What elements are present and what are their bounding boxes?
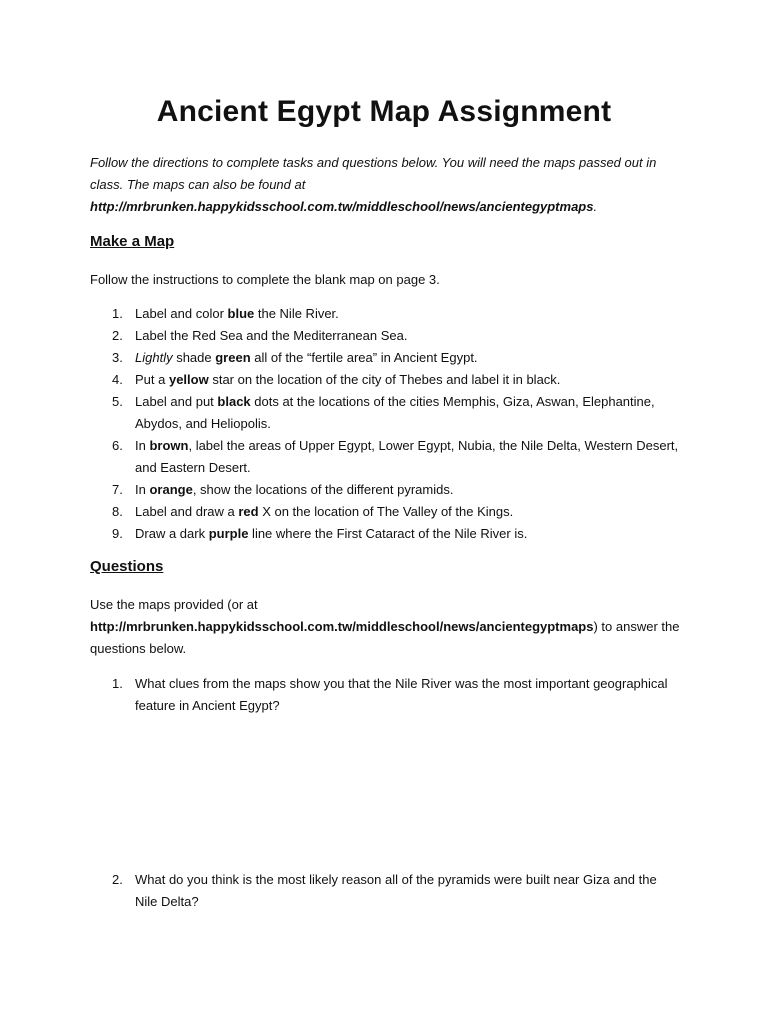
instruction-color-word: yellow bbox=[168, 372, 209, 387]
question-number: 2. bbox=[112, 872, 123, 887]
instruction-number: 7. bbox=[112, 482, 123, 497]
map-instruction-item bbox=[90, 369, 680, 391]
question-item bbox=[90, 673, 680, 717]
map-instruction-item bbox=[90, 479, 680, 501]
questions-intro bbox=[90, 594, 680, 660]
instruction-text: Label the Red Sea and the Mediterranean Sea. bbox=[135, 328, 408, 343]
instruction-color-word: orange bbox=[149, 482, 193, 497]
make-map-instruction: Follow the instructions to complete the blank map on page 3. bbox=[90, 272, 440, 287]
instruction-number: 2. bbox=[112, 328, 123, 343]
make-map-list bbox=[90, 303, 680, 545]
instruction-color-word: green bbox=[215, 350, 251, 365]
instruction-number: 8. bbox=[112, 504, 123, 519]
instruction-text: Label and color bbox=[135, 306, 228, 321]
instruction-number: 4. bbox=[112, 372, 123, 387]
instruction-number: 6. bbox=[112, 438, 123, 453]
instruction-text: Label and draw a bbox=[135, 504, 239, 519]
instruction-text: , label the areas of Upper Egypt, Lower Egypt, Nubia, the Nile Delta, Western Desert, and Eastern Desert. bbox=[135, 438, 679, 475]
map-instruction-item bbox=[90, 523, 680, 545]
instruction-text: line where the First Cataract of the Nile River is. bbox=[248, 526, 528, 541]
instruction-text: dots at the locations of the cities Memphis, Giza, Aswan, Elephantine, Abydos, and Heliopolis. bbox=[135, 394, 655, 431]
question-text: What do you think is the most likely reason all of the pyramids were built near Giza and the Nile Delta? bbox=[135, 872, 657, 909]
instruction-text: X on the location of The Valley of the Kings. bbox=[258, 504, 514, 519]
instruction-number: 3. bbox=[112, 350, 123, 365]
intro-end: . bbox=[593, 199, 598, 214]
map-instruction-item bbox=[90, 391, 680, 435]
instruction-text: , show the locations of the different pyramids. bbox=[192, 482, 454, 497]
intro-url: http://mrbrunken.happykidsschool.com.tw/middleschool/news/ancientegyptmaps bbox=[90, 199, 594, 214]
instruction-number: 9. bbox=[112, 526, 123, 541]
question-item bbox=[90, 869, 680, 913]
questions-intro-start: Use the maps provided (or at bbox=[90, 597, 258, 612]
question-number: 1. bbox=[112, 676, 123, 691]
map-instruction-item bbox=[90, 435, 680, 479]
page-title: Ancient Egypt Map Assignment bbox=[156, 95, 612, 128]
instruction-text: Put a bbox=[135, 372, 169, 387]
instruction-color-word: purple bbox=[208, 526, 249, 541]
map-instruction-item bbox=[90, 347, 680, 369]
map-instruction-item bbox=[90, 303, 680, 325]
instruction-color-word: black bbox=[217, 394, 251, 409]
instruction-text: shade bbox=[172, 350, 216, 365]
instruction-text: all of the “fertile area” in Ancient Egypt. bbox=[250, 350, 478, 365]
questions-intro-url: http://mrbrunken.happykidsschool.com.tw/middleschool/news/ancientegyptmaps bbox=[90, 619, 594, 634]
map-instruction-item bbox=[90, 325, 680, 347]
instruction-text: star on the location of the city of Thebes and label it in black. bbox=[208, 372, 561, 387]
instruction-number: 5. bbox=[112, 394, 123, 409]
instruction-color-word: brown bbox=[149, 438, 189, 453]
make-map-heading: Make a Map bbox=[90, 233, 175, 250]
questions-heading: Questions bbox=[90, 558, 164, 575]
intro-text: Follow the directions to complete tasks and questions below. You will need the maps passed out in class. The maps can also be found at bbox=[90, 155, 657, 192]
question-text: What clues from the maps show you that the Nile River was the most important geographical feature in Ancient Egypt? bbox=[135, 676, 668, 713]
instruction-text: Lightly bbox=[135, 350, 173, 365]
instruction-text: Label and put bbox=[135, 394, 218, 409]
instruction-number: 1. bbox=[112, 306, 123, 321]
instruction-text: In bbox=[135, 438, 150, 453]
answer-space[interactable] bbox=[135, 720, 680, 860]
instruction-text: the Nile River. bbox=[254, 306, 339, 321]
instruction-text: In bbox=[135, 482, 150, 497]
instruction-color-word: red bbox=[238, 504, 259, 519]
instruction-text: Draw a dark bbox=[135, 526, 209, 541]
questions-intro-end: ) to answer the questions below. bbox=[90, 619, 680, 656]
map-instruction-item bbox=[90, 501, 680, 523]
intro-paragraph bbox=[90, 152, 680, 218]
instruction-color-word: blue bbox=[227, 306, 255, 321]
answer-space[interactable] bbox=[135, 915, 680, 1015]
